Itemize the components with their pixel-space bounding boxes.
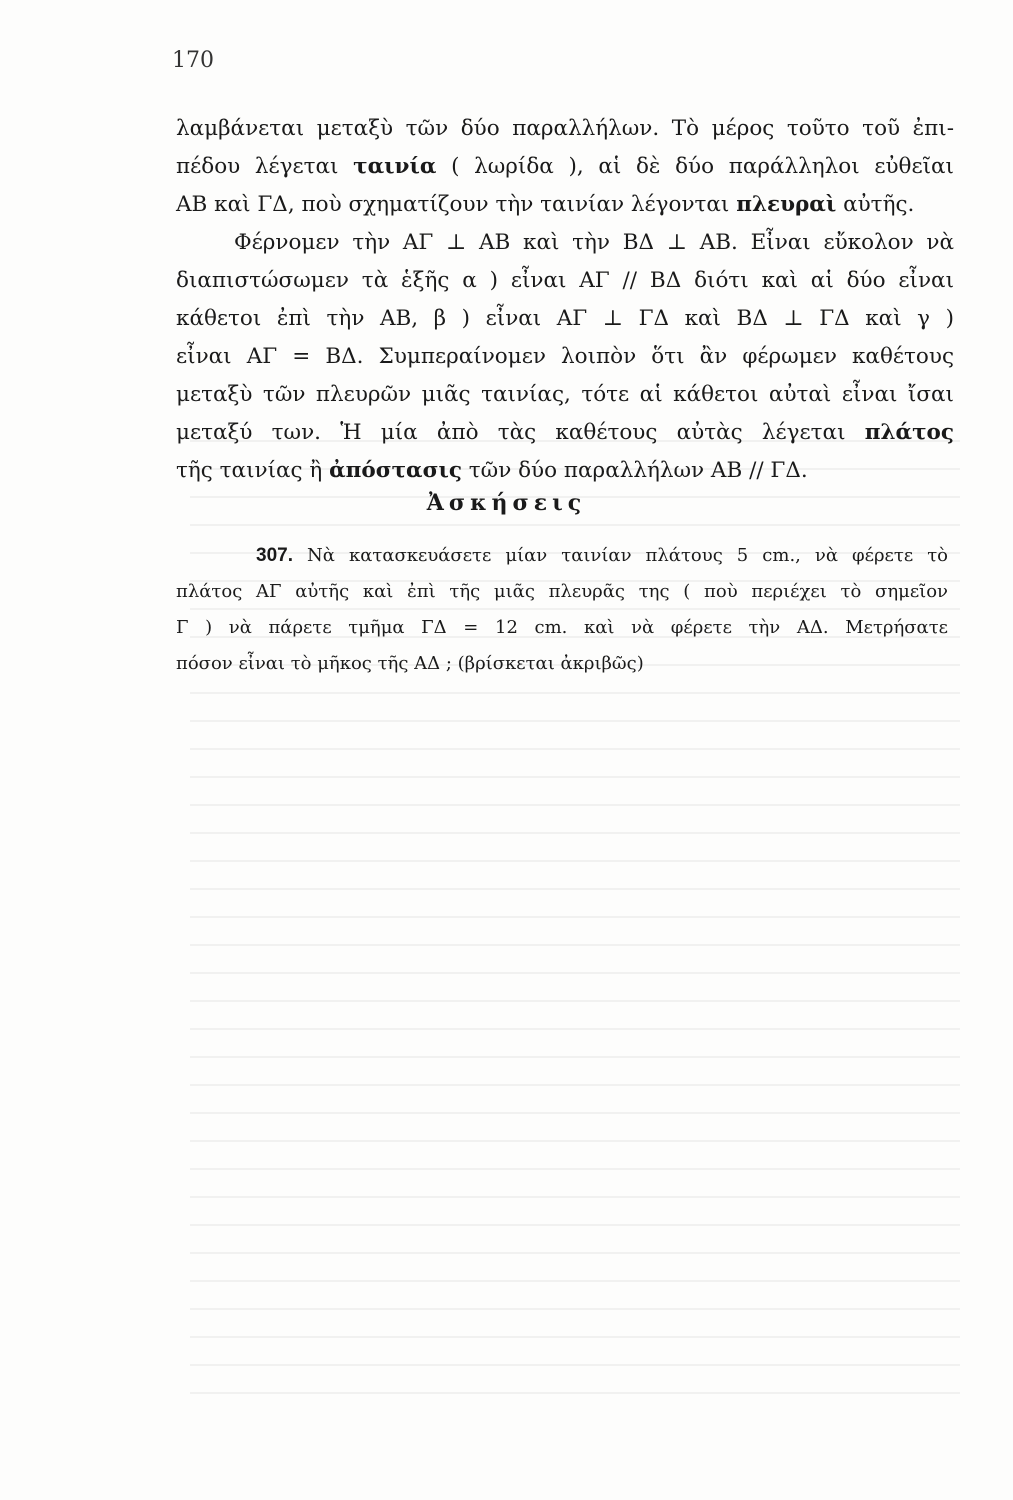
paragraph-line bbox=[176, 148, 954, 186]
text-run: τῶν δύο παραλλήλων ΑΒ // ΓΔ. bbox=[461, 458, 808, 483]
main-paragraph bbox=[176, 110, 954, 490]
exercise-line: πόσον εἶναι τὸ μῆκος τῆς ΑΔ ; (βρίσκεται ἀκριβῶς) bbox=[176, 653, 644, 674]
term-tainia: ταινία bbox=[353, 154, 437, 179]
paragraph-line: μεταξὺ τῶν πλευρῶν μιᾶς ταινίας, τότε αἱ κάθετοι αὐταὶ εἶναι ἴσαι bbox=[176, 382, 954, 407]
term-pleurai: πλευραὶ bbox=[736, 192, 837, 217]
paragraph-line bbox=[176, 414, 954, 452]
paragraph-line: εἶναι ΑΓ = ΒΔ. Συμπεραίνομεν λοιπὸν ὅτι ἂν φέρωμεν καθέτους bbox=[176, 344, 954, 369]
page-number: 170 bbox=[172, 48, 214, 73]
exercise-307 bbox=[176, 538, 948, 682]
text-run: πέδου λέγεται bbox=[176, 154, 354, 179]
exercise-number: 307. bbox=[256, 545, 293, 566]
term-apostasis: ἀπόστασις bbox=[329, 458, 462, 483]
section-title: Ἀσκήσεις bbox=[426, 490, 587, 516]
text-run: ( λωρίδα ), αἱ δὲ δύο παράλληλοι εὐθεῖαι bbox=[436, 154, 954, 179]
term-platos: πλάτος bbox=[864, 420, 954, 445]
paragraph-line: διαπιστώσωμεν τὰ ἑξῆς α ) εἶναι ΑΓ // ΒΔ διότι καὶ αἱ δύο εἶναι bbox=[176, 268, 954, 293]
exercise-line bbox=[176, 538, 948, 574]
paragraph-line bbox=[176, 452, 954, 490]
paragraph-line: κάθετοι ἐπὶ τὴν ΑΒ, β ) εἶναι ΑΓ ⊥ ΓΔ καὶ ΒΔ ⊥ ΓΔ καὶ γ ) bbox=[176, 306, 954, 331]
exercise-line: Γ ) νὰ πάρετε τμῆμα ΓΔ = 12 cm. καὶ νὰ φέρετε τὴν ΑΔ. Μετρήσατε bbox=[176, 617, 948, 638]
text-run: Νὰ κατασκευάσετε μίαν ταινίαν πλάτους 5 cm., νὰ φέρετε τὸ bbox=[292, 545, 948, 566]
text-run: τῆς ταινίας ἢ bbox=[176, 458, 330, 483]
text-run: αὐτῆς. bbox=[836, 192, 915, 217]
text-run: ΑΒ καὶ ΓΔ, ποὺ σχηματίζουν τὴν ταινίαν λέγονται bbox=[176, 192, 737, 217]
exercise-line: πλάτος ΑΓ αὐτῆς καὶ ἐπὶ τῆς μιᾶς πλευρᾶς της ( ποὺ περιέχει τὸ σημεῖον bbox=[176, 581, 948, 602]
paragraph-line: Φέρνομεν τὴν ΑΓ ⊥ ΑΒ καὶ τὴν ΒΔ ⊥ ΑΒ. Εἶναι εὔκολον νὰ bbox=[234, 230, 954, 255]
text-run: μεταξύ των. Ἡ μία ἀπὸ τὰς καθέτους αὐτὰς λέγεται bbox=[176, 420, 865, 445]
paragraph-line bbox=[176, 186, 954, 224]
paragraph-line: λαμβάνεται μεταξὺ τῶν δύο παραλλήλων. Τὸ μέρος τοῦτο τοῦ ἐπι- bbox=[176, 116, 954, 141]
